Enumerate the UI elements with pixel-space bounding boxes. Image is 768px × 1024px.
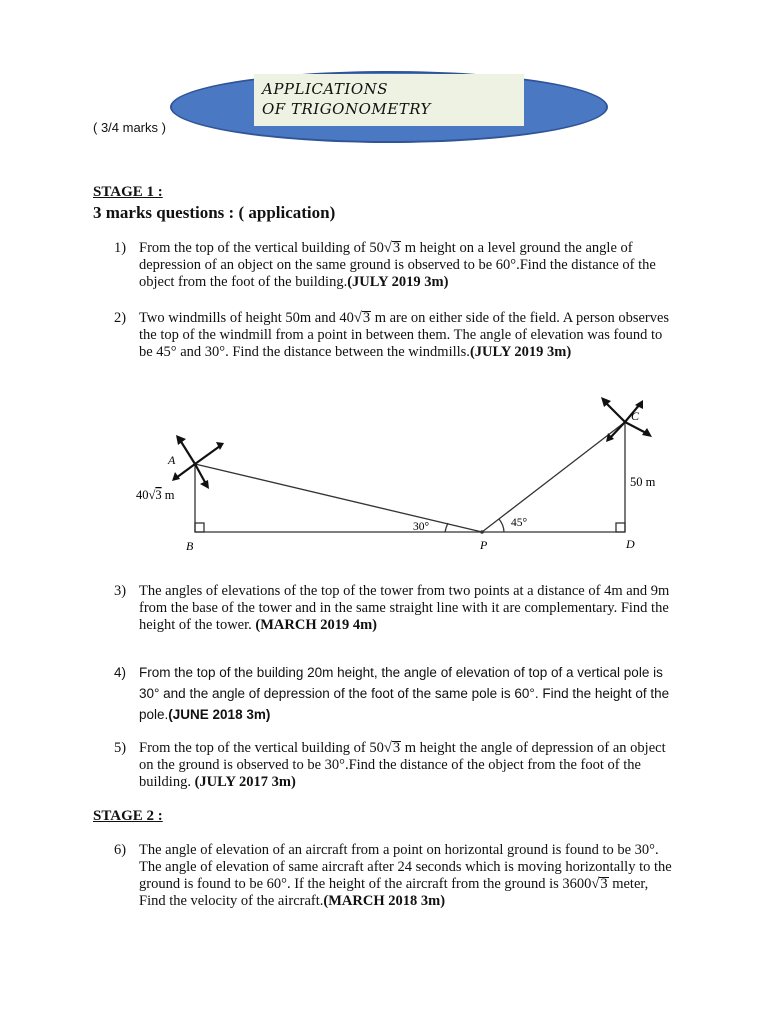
label-d: D xyxy=(626,537,635,551)
windmill-diagram xyxy=(120,392,680,562)
height-right-label: 50 m xyxy=(630,475,656,489)
header-title-box xyxy=(254,74,524,126)
question-6: 6) The angle of elevation of an aircraft from a point on horizontal ground is found to be 30°. The angle of elevation of same aircraft after 24 seconds which is moving horizontally to the ground is found to be 60°. If the height of the aircraft from the ground is 3600√3 meter, Find the velocity of the aircraft.(MARCH 2018 3m) xyxy=(114,842,672,909)
angle-arc-30 xyxy=(445,523,448,532)
stage-1-title: STAGE 1 : xyxy=(93,184,163,200)
question-2: 2) Two windmills of height 50m and 40√3 m are on either side of the field. A person observes the top of the windmill from a point in between them. The angle of elevation was found to be 45° and 30°. Find the distance between the windmills.(JULY 2019 3m) xyxy=(114,310,670,360)
question-5: 5) From the top of the vertical building of 50√3 m height the angle of depression of an object on the ground is observed to be 30°.Find the distance of the object from the foot of the building. (JULY 2017 3m) xyxy=(114,740,666,790)
title-line-1: APPLICATIONS xyxy=(262,80,389,98)
stage-2-title: STAGE 2 : xyxy=(93,808,163,824)
label-p: P xyxy=(480,538,488,552)
label-a: A xyxy=(168,453,176,467)
label-c: C xyxy=(631,409,640,423)
angle-45-label: 45° xyxy=(511,517,528,529)
angle-arc-45 xyxy=(499,519,504,532)
title-line-2: OF TRIGONOMETRY xyxy=(262,100,431,118)
marks-note: ( 3/4 marks ) xyxy=(93,120,166,135)
stage-1-subtitle: 3 marks questions : ( application) xyxy=(93,203,336,222)
windmill-left-blades xyxy=(176,440,220,484)
angle-30-label: 30° xyxy=(413,521,430,533)
right-angle-d xyxy=(616,523,625,532)
point-p xyxy=(480,530,484,534)
height-left-label: 40√3 m xyxy=(136,488,175,502)
sight-line-left xyxy=(195,464,482,532)
question-3: 3) The angles of elevations of the top of the tower from two points at a distance of 4m and 9m from the base of the tower and in the same straight line with it are complementary. Find the height of the tower. (MARCH 2019 4m) xyxy=(114,583,670,633)
label-b: B xyxy=(186,539,194,553)
sight-line-right xyxy=(482,422,625,532)
right-angle-b xyxy=(195,523,204,532)
question-4: 4) From the top of the building 20m height, the angle of elevation of top of a vertical pole is 30° and the angle of depression of the foot of the same pole is 60°. Find the height of the pole.(JUNE 2018 3m) xyxy=(114,665,670,722)
question-1: 1) From the top of the vertical building of 50√3 m height on a level ground the angle of depression of an object on the same ground is observed to be 60°.Find the distance of the object from the foot of the building.(JULY 2019 3m) xyxy=(114,240,656,290)
